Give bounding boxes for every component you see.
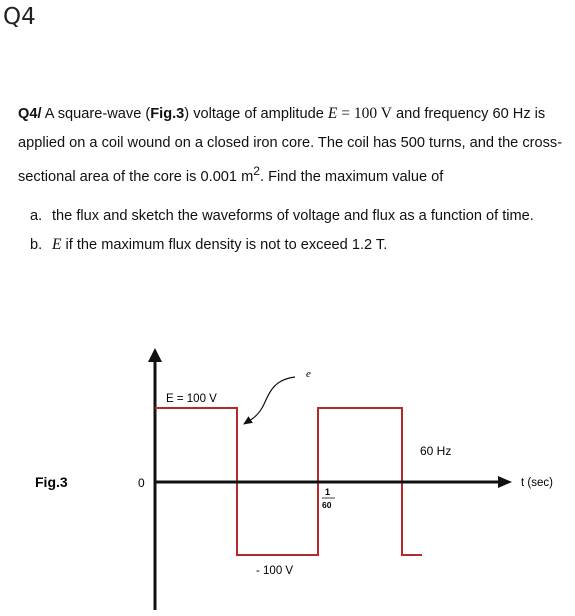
sub-question-marker: b. [30, 236, 43, 253]
question-seg-2: ) voltage of amplitude [184, 106, 328, 122]
tick-denominator: 60 [322, 500, 332, 510]
origin-label: 0 [138, 476, 145, 490]
var-e: E [52, 235, 62, 253]
amplitude-label: E = 100 V [166, 393, 217, 405]
sub-question-marker: a. [30, 208, 43, 224]
time-axis-label: t (sec) [521, 477, 553, 489]
amplitude-value: 100 V [353, 105, 392, 122]
area-exponent: 2 [253, 164, 261, 178]
negative-amplitude-label: - 100 V [256, 565, 294, 577]
question-seg-5: . Find the maximum value of [260, 168, 444, 185]
label-pointer-curve [244, 377, 295, 424]
question-seg-3: = [337, 105, 354, 122]
var-e: E [327, 105, 338, 122]
figure-caption: Fig.3 [35, 474, 68, 490]
voltage-axis-arrow-icon [148, 348, 162, 362]
tick-numerator: 1 [325, 487, 331, 497]
question-label: Q4/ [18, 106, 42, 122]
question-seg-4: and frequency 60 Hz is applied on a coil wound on a closed iron core. The coil has 500 turns, and the cross-sectional area of the core is 0.001 m [18, 106, 563, 185]
question-seg-1: A square-wave ( [44, 106, 151, 122]
frequency-label: 60 Hz [420, 444, 452, 458]
sub-question-text: the flux and sketch the waveforms of voltage and flux as a function of time. [52, 208, 534, 224]
curve-label: e [306, 368, 311, 380]
time-axis-arrow-icon [498, 476, 512, 488]
page-heading: Q4 [3, 4, 36, 30]
sub-question-text: if the maximum flux density is not to exceed 1.2 T. [61, 236, 388, 253]
fig-reference: Fig.3 [150, 106, 185, 122]
